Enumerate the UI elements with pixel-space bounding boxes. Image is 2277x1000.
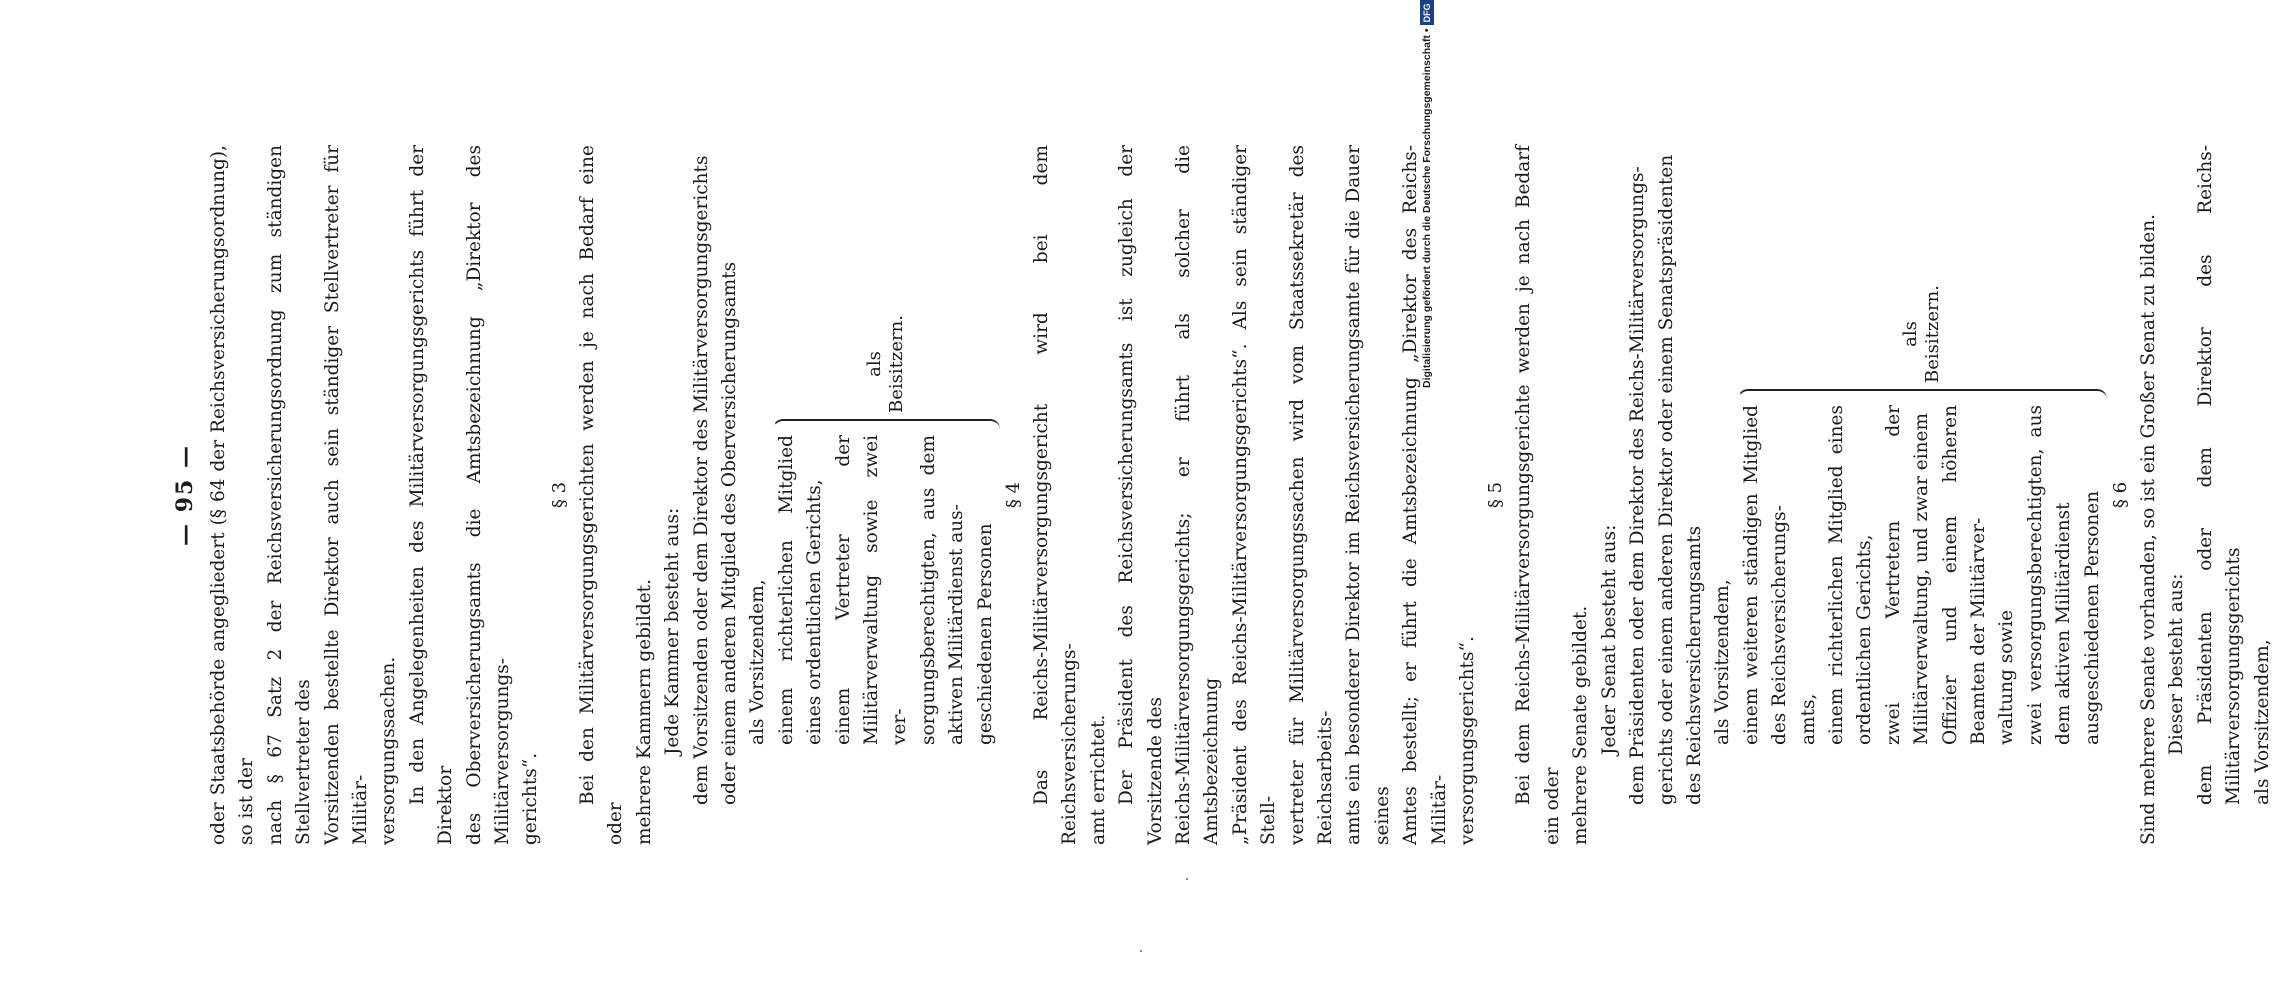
intro-line-2: nach § 67 Satz 2 der Reichsversicherungsordnung zum ständigen Stellvertreter des (264, 145, 315, 845)
section-6-heading: § 6 (2110, 481, 2131, 509)
section-5-heading: § 5 (1485, 481, 1507, 509)
s5-member-line-4: zwei Vertretern der Militärverwaltung, und zwar einem (1882, 405, 1933, 745)
scan-speck (1186, 878, 1188, 880)
s5-member-role (1738, 285, 2107, 383)
s5-member-line-1: einem weiteren ständigen Mitglied des Reichsversicherungs- (1740, 405, 1791, 745)
scan-speck (1140, 950, 1142, 952)
dfg-logo-badge: DFG (1420, 0, 1434, 25)
intro-line-4: versorgungssachen. (378, 656, 400, 845)
section-4-heading: § 4 (1002, 481, 1024, 509)
s6-composition-intro: Dieser besteht aus: (2166, 573, 2188, 755)
section-3-heading: § 3 (548, 481, 570, 509)
s3-line-2: mehrere Kammern gebildet. (633, 579, 655, 845)
s3-chair-line-1: dem Vorsitzenden oder dem Direktor des Militärversorgungsgerichts (690, 155, 712, 805)
s6-chair-role: als Vorsitzendem, (2251, 639, 2273, 805)
s5-member-line-8: ausgeschiedenen Personen (2081, 490, 2103, 745)
s4-line-1: Das Reichs-Militärversorgungsgericht wird bei dem Reichsversicherungs- (1030, 145, 1081, 845)
s3-member-role-1: als (864, 351, 886, 377)
s5-member-line-5: Offizier und einem höheren Beamten der Militärver- (1939, 405, 1989, 745)
s3-member-line-2: einem Vertreter der Militärverwaltung sowie zwei ver- (832, 435, 911, 745)
s4-p2-line-2: Reichs-Militärversorgungsgerichts; er führt als solcher die Amtsbezeichnung (1173, 145, 1223, 845)
s3-member-line-4: geschiedenen Personen (974, 523, 996, 745)
s3-member-role-2: Beisitzern. (886, 315, 908, 413)
s4-p2-line-6: Amtes bestellt; er führt die Amtsbezeichnung „Direktor des Reichs-Militär- (1400, 145, 1450, 845)
s3-line-1: Bei den Militärversorgungsgerichten werden je nach Bedarf eine oder (576, 145, 627, 845)
dfg-funding-text (1417, 3, 1437, 388)
s5-chair-role: als Vorsitzendem, (1712, 579, 1734, 745)
s5-member-line-3: einem richterlichen Mitglied eines ordentlichen Gerichts, (1825, 405, 1876, 745)
s3-members-group (773, 145, 1000, 745)
s3-member-line-1: einem richterlichen Mitglied eines ordentlichen Gerichts, (775, 435, 826, 745)
s5-brace (1738, 389, 2107, 405)
s5-members-group (1738, 145, 2107, 745)
s5-chair-line-1: dem Präsidenten oder dem Direktor des Reichs-Militärversorgungs- (1627, 166, 1649, 805)
s3-member-line-3: sorgungsberechtigten, aus dem aktiven Militärdienst aus- (917, 435, 968, 745)
s5-member-line-2: amts, (1797, 693, 1819, 745)
s5-member-role-2: Beisitzern. (1922, 285, 1944, 383)
s5-member-role-1: als (1900, 321, 1922, 347)
s5-member-line-6: waltung sowie (1996, 609, 2018, 745)
dfg-note-text: Digitalisierung gefördert durch die Deutsche Forschungsgemeinschaft • (1421, 28, 1433, 388)
s4-line-2: amt errichtet. (1087, 714, 1109, 845)
s5-line-2: mehrere Senate gebildet. (1570, 605, 1592, 845)
p2-line-1: In den Angelegenheiten des Militärversorgungsgerichts führt der Direktor (406, 145, 457, 845)
p2-line-2: des Oberversicherungsamts die Amtsbezeichnung „Direktor des Militärversorgungs- (463, 145, 514, 845)
s5-line-1: Bei dem Reichs-Militärversorgungsgerichte werden je nach Bedarf ein oder (1513, 145, 1563, 845)
intro-line-1: oder Staatsbehörde angegliedert (§ 64 der Reichsversicherungsordnung), so ist der (208, 145, 258, 845)
s5-chair-line-3: des Reichsversicherungsamts (1683, 525, 1705, 805)
s5-member-line-7: zwei versorgungsberechtigten, aus dem aktiven Militärdienst (2024, 405, 2075, 745)
s6-chair-line-1: dem Präsidenten oder dem Direktor des Reichs-Militärversorgungsgerichts (2194, 145, 2245, 805)
s4-p2-line-4: vertreter für Militärversorgungssachen wird vom Staatssekretär des Reichsarbeits- (1286, 145, 1337, 845)
intro-line-3: Vorsitzenden bestellte Direktor auch sein ständiger Stellvertreter für Militär- (321, 145, 372, 845)
p2-line-3: gerichts“. (520, 752, 542, 845)
s3-brace (773, 419, 1000, 435)
s5-composition-intro: Jeder Senat besteht aus: (1598, 524, 1620, 755)
s4-p2-line-5: amts ein besonderer Direktor im Reichsversicherungsamte für die Dauer seines (1343, 145, 1393, 845)
s5-members-list (1738, 405, 2107, 745)
s5-chair-line-2: gerichts oder einem anderen Direktor oder einem Senatspräsidenten (1655, 154, 1677, 805)
s3-chair-role: als Vorsitzendem, (747, 579, 769, 745)
s4-p2-line-3: „Präsident des Reichs-Militärversorgungsgerichts“. Als sein ständiger Stell- (1229, 145, 1280, 845)
s3-chair-line-2: oder einem anderen Mitglied des Oberversicherungsamts (718, 261, 740, 805)
s3-member-role (773, 315, 1000, 413)
dfg-funding-note (1417, 3, 1437, 388)
s4-p2-line-7: versorgungsgerichts“. (1457, 636, 1479, 845)
s3-members-list (773, 435, 1000, 745)
page-number: — 95 — (172, 444, 198, 546)
s4-p2-line-1: Der Präsident des Reichsversicherungsamts ist zugleich der Vorsitzende des (1116, 145, 1166, 845)
s6-line-1: Sind mehrere Senate vorhanden, so ist ein Großer Senat zu bilden. (2138, 213, 2159, 845)
s3-composition-intro: Jede Kammer besteht aus: (662, 507, 684, 755)
